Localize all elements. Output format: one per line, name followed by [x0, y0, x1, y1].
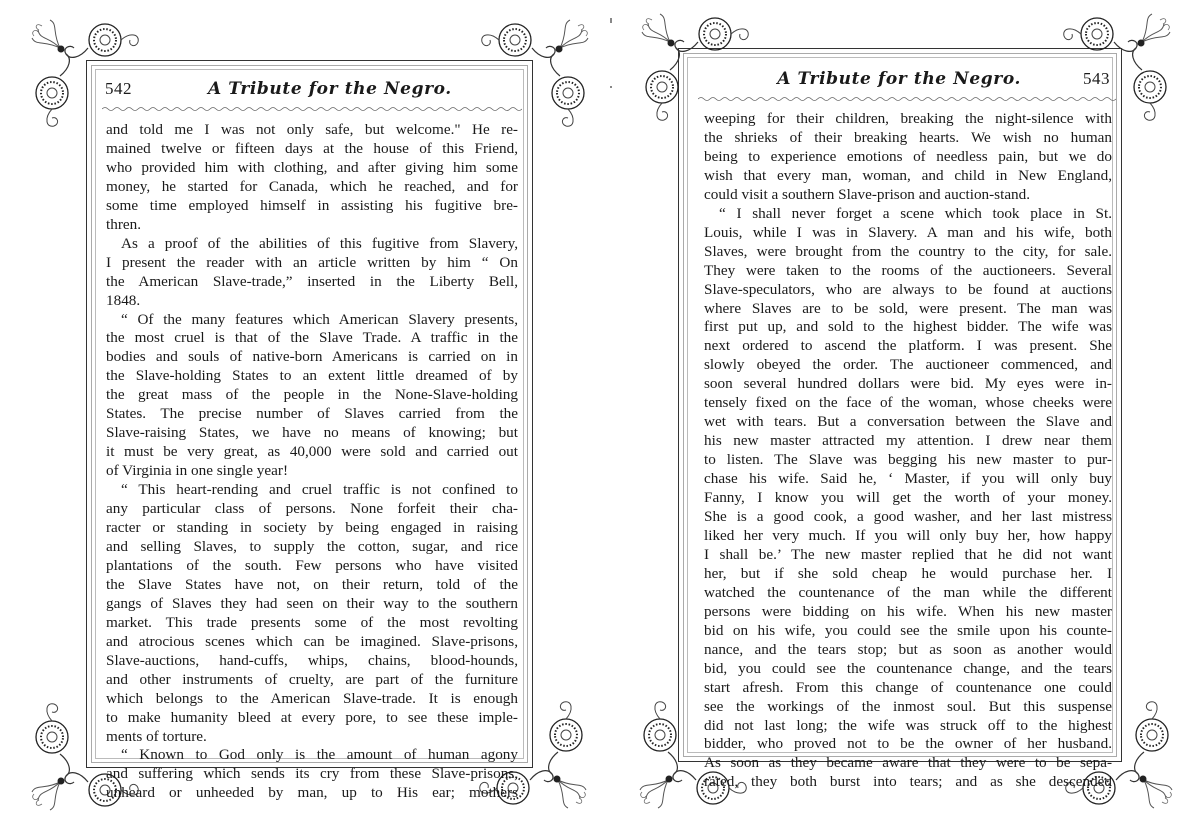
text-line: her, but if she sold cheap he would purchase her. I — [704, 564, 1112, 582]
text-line: Fanny, I know you will get the worth of your money. — [704, 489, 1112, 507]
text-line: soon several hundred dollars were bid. My eyes were in- — [704, 375, 1112, 393]
text-line: his new master attracted my attention. I drew near them — [704, 432, 1112, 450]
text-line: “ Known to God only is the amount of human agony — [121, 746, 518, 764]
text-line: persons were bidding on his wife. When his new master — [704, 602, 1112, 620]
text-line: the Slave States have not, on their return, told of the — [106, 575, 518, 593]
text-line: rated, they both burst into tears; and as she descended — [704, 773, 1112, 791]
text-line: and other instruments of cruelty, are part of the furniture — [106, 670, 518, 688]
text-line: I present the reader with an article written by him “ On — [106, 253, 518, 271]
text-line: weeping for their children, breaking the night-silence with — [704, 110, 1112, 127]
text-line: being to experience emotions of needless pain, but we do — [704, 147, 1112, 165]
text-line: thren. — [106, 215, 142, 233]
left-page-header — [105, 78, 520, 100]
text-line: Slave-auctions, hand-cuffs, whips, chains, blood-hounds, — [106, 651, 518, 669]
text-line: wet with tears. But a conversation between the Slave and — [704, 413, 1112, 431]
text-line: the American Slave-trade,” inserted in the Liberty Bell, — [106, 272, 518, 290]
right-page-header — [700, 68, 1110, 90]
text-line: “ Of the many features which American Slavery presents, — [121, 310, 518, 328]
text-line: the most cruel is that of the Slave Trade. A traffic in the — [106, 329, 518, 347]
text-line: Louis, while I was in Slavery. A man and his wife, both — [704, 223, 1112, 241]
text-line: mained twelve or fifteen days at the house of this Friend, — [106, 139, 518, 157]
text-line: some time employed himself in assisting his fugitive bre- — [106, 196, 518, 214]
text-line: bid on his wife, you could see the smile upon his counte- — [704, 621, 1112, 639]
text-line: market. This trade presents some of the most revolting — [106, 613, 518, 631]
text-line: 1848. — [106, 291, 141, 309]
text-line: which belongs to the American Slave-trade. It is enough — [106, 689, 518, 707]
text-line: of Virginia in one single year! — [106, 462, 288, 480]
corner-ornament-icon — [1062, 12, 1172, 122]
text-line: did not last long; the wife was struck off to the highest — [704, 716, 1112, 734]
wavy-rule — [102, 106, 522, 112]
text-line: bodies and souls of native-born Americans is carried on in — [106, 348, 518, 366]
text-line: As soon as they became aware that they were to be sepa- — [704, 754, 1112, 772]
text-line: They were taken to the rooms of the auctioneers. Several — [704, 261, 1112, 279]
text-line: money, he started for Canada, which he reached, and for — [106, 177, 518, 195]
text-line: chase his wife. Said he, ‘ Master, if you will only buy — [704, 470, 1112, 488]
text-line: nance, and the tears stop; but as soon as another would — [704, 640, 1112, 658]
text-line: could visit a southern Slave-prison and auction-stand. — [704, 185, 1031, 203]
text-line: to listen. The Slave was begging his new master to pur- — [704, 451, 1112, 469]
text-line: wish that every man, woman, and child in New England, — [704, 166, 1112, 184]
text-line: it must be very great, as 40,000 were sold and carried out — [106, 443, 518, 461]
text-line: States. The precise number of Slaves carried from the — [106, 405, 518, 423]
text-line: where Slaves are to be sold, were present. The man was — [704, 299, 1112, 317]
text-line: start afresh. From this change of countenance one could — [704, 678, 1112, 696]
wavy-rule — [698, 96, 1116, 102]
text-line: “ This heart-rending and cruel traffic is not confined to — [121, 481, 518, 499]
text-line: gangs of Slaves they had seen on their way to the southern — [106, 594, 518, 612]
text-line: Slave-speculators, who are always to be found at auctions — [704, 280, 1112, 298]
text-line: ments of torture. — [106, 727, 207, 745]
right-page-body — [704, 110, 1112, 792]
text-line: unheard or unheeded by man, up to His ear; mothers — [106, 784, 518, 802]
text-line: to make humanity bleed at every pore, to see these imple- — [106, 708, 518, 726]
text-line: and suffering which sends its cry from these Slave-prisons, — [106, 765, 518, 783]
text-line: plantations of the south. Few persons who have visited — [106, 556, 518, 574]
right-page — [600, 0, 1200, 816]
text-line: As a proof of the abilities of this fugitive from Slavery, — [121, 234, 518, 252]
left-page-body — [106, 121, 518, 803]
text-line: next ordered to ascend the platform. I was present. She — [704, 337, 1112, 355]
text-line: She is a good cook, a good washer, and her last mistress — [704, 508, 1112, 526]
text-line: the shrieks of their breaking hearts. We wish no human — [704, 128, 1112, 146]
corner-ornament-icon — [640, 12, 750, 122]
text-line: and selling Slaves, to supply the cotton, sugar, and rice — [106, 537, 518, 555]
text-line: the great mass of the people in the None-Slave-holding — [106, 386, 518, 404]
running-title: A Tribute for the Negro. — [777, 69, 1021, 89]
text-line: “ I shall never forget a scene which took place in St. — [719, 204, 1112, 222]
text-line: racter or standing in society by being engaged in raising — [106, 519, 518, 537]
page-number: 543 — [1083, 69, 1110, 88]
text-line: bid, you could see the countenance change, and the tears — [704, 659, 1112, 677]
text-line: slowly obeyed the order. The auctioneer commenced, and — [704, 356, 1112, 374]
text-line: Slave-raising States, we have no means of knowing; but — [106, 424, 518, 442]
text-line: first put up, and sold to the highest bidder. The wife was — [704, 318, 1112, 336]
text-line: Slaves, were brought from the country to the city, for sale. — [704, 242, 1112, 260]
page-number: 542 — [105, 79, 132, 98]
text-line: tensely fixed on the face of the woman, whose cheeks were — [704, 394, 1112, 412]
text-line: the Slave-holding States to an extent little dreamed of by — [106, 367, 518, 385]
text-line: who provided him with clothing, and after giving him some — [106, 158, 518, 176]
running-title: A Tribute for the Negro. — [208, 79, 452, 99]
text-line: liked her very much. If you will only buy her, how happy — [704, 526, 1112, 544]
text-line: bidder, who proved not to be the owner of her husband. — [704, 735, 1112, 753]
text-line: and atrocious scenes which can be imagined. Slave-prisons, — [106, 632, 518, 650]
text-line: and told me I was not only safe, but welcome." He re- — [106, 121, 518, 138]
text-line: watched the countenance of the man while the different — [704, 583, 1112, 601]
text-line: I shall be.’ The new master replied that he did not want — [704, 545, 1112, 563]
text-line: any particular class of persons. None forfeit their cha- — [106, 500, 518, 518]
text-line: see the workings of the inmost soul. But this suspense — [704, 697, 1112, 715]
